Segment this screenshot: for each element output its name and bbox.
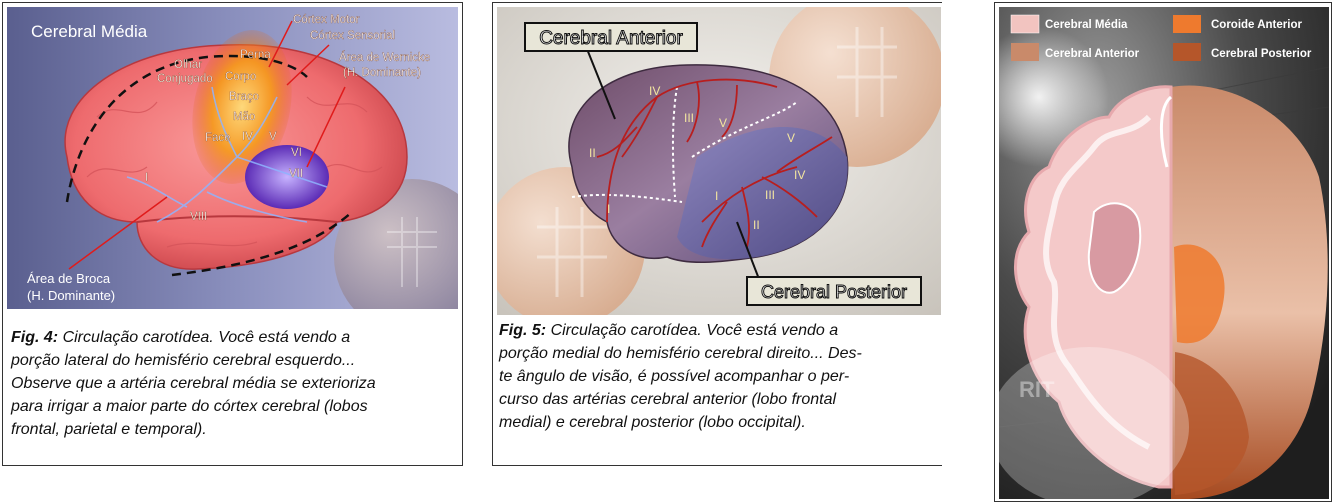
label-roman-vi: VI [291, 147, 302, 159]
wernicke-area-highlight [245, 145, 329, 209]
caption-figure-number: Fig. 4: [11, 329, 59, 346]
figure-6-panel [994, 2, 1332, 502]
label-mao: Mão [233, 111, 256, 123]
caption-line: Observe que a artéria cerebral média se exterioriza [11, 375, 376, 392]
legend-swatch-cerebral-posterior [1173, 43, 1201, 61]
label-braco: Braço [229, 91, 260, 103]
label-cortex-sensorial: Córtex Sensorial [310, 30, 396, 42]
figure-5-caption [499, 319, 939, 434]
label-roman-ii-anterior: II [589, 146, 596, 160]
label-wernicke: Área de Wernicke [339, 52, 431, 64]
label-roman-iv: IV [242, 131, 253, 143]
label-cortex-motor: Córtex Motor [293, 14, 360, 26]
caption-line: te ângulo de visão, é possível acompanhar o per- [499, 368, 850, 385]
figure-4-panel [2, 2, 463, 466]
caption-line: medial) e cerebral posterior (lobo occipital). [499, 414, 806, 431]
lateral-brain-illustration [7, 7, 458, 309]
figure-5-panel [492, 2, 942, 466]
medial-brain-illustration [497, 7, 941, 315]
caption-line: frontal, parietal e temporal). [11, 421, 207, 438]
caption-line: Circulação carotídea. Você está vendo a [62, 329, 351, 346]
label-cerebral-anterior: Cerebral Anterior [539, 28, 683, 49]
legend-label-coroide-anterior: Coroide Anterior [1211, 19, 1302, 31]
caption-line: para irrigar a maior parte do córtex cerebral (lobos [11, 398, 368, 415]
legend-swatch-coroide-anterior [1173, 15, 1201, 33]
label-roman-iii-posterior: III [765, 188, 776, 202]
figure-title: Cerebral Média [31, 22, 148, 41]
label-broca-dominant: (H. Dominante) [27, 288, 116, 303]
label-olhar: Olhar [174, 59, 203, 71]
label-roman-iv-anterior: IV [649, 84, 661, 98]
label-face: Face [205, 132, 231, 144]
label-broca: Área de Broca [27, 271, 111, 286]
caption-line: Circulação carotídea. Você está vendo a [550, 322, 839, 339]
label-corpo: Corpo [225, 71, 257, 83]
legend-swatch-cerebral-anterior [1011, 43, 1039, 61]
label-roman-i-posterior: I [715, 189, 719, 203]
legend-label-cerebral-posterior: Cerebral Posterior [1211, 48, 1312, 60]
label-roman-vii: VII [289, 168, 304, 180]
legend-label-cerebral-anterior: Cerebral Anterior [1045, 48, 1140, 60]
figure-4-caption [11, 326, 457, 441]
figure-6-image [999, 7, 1329, 499]
figure-4-image [7, 7, 458, 309]
label-roman-v: V [269, 131, 277, 143]
label-perna: Perna [240, 49, 271, 61]
label-conjugado: Conjugado [157, 73, 213, 85]
figure-5-image [497, 7, 941, 315]
label-wernicke-dominant: (H. Dominante) [343, 67, 421, 79]
label-roman-i-anterior: I [607, 202, 611, 216]
caption-line: porção medial do hemisfério cerebral direito... Des- [499, 345, 862, 362]
label-roman-v-posterior: V [787, 131, 796, 145]
caption-figure-number: Fig. 5: [499, 322, 547, 339]
label-roman-iii-anterior: III [684, 111, 695, 125]
label-roman-i: I [145, 172, 149, 184]
legend-label-cerebral-media: Cerebral Média [1045, 19, 1128, 31]
label-cerebral-posterior: Cerebral Posterior [760, 282, 908, 302]
caption-line: porção lateral do hemisfério cerebral esquerdo... [11, 352, 356, 369]
label-roman-iv-posterior: IV [794, 168, 806, 182]
label-roman-viii: VIII [190, 211, 208, 223]
legend-swatch-cerebral-media [1011, 15, 1039, 33]
label-roman-v-anterior: V [719, 116, 728, 130]
caption-line: curso das artérias cerebral anterior (lobo frontal [499, 391, 837, 408]
watermark-text: RIT [1019, 377, 1055, 402]
coronal-section-illustration [999, 7, 1329, 499]
label-roman-ii-posterior: II [753, 218, 760, 232]
